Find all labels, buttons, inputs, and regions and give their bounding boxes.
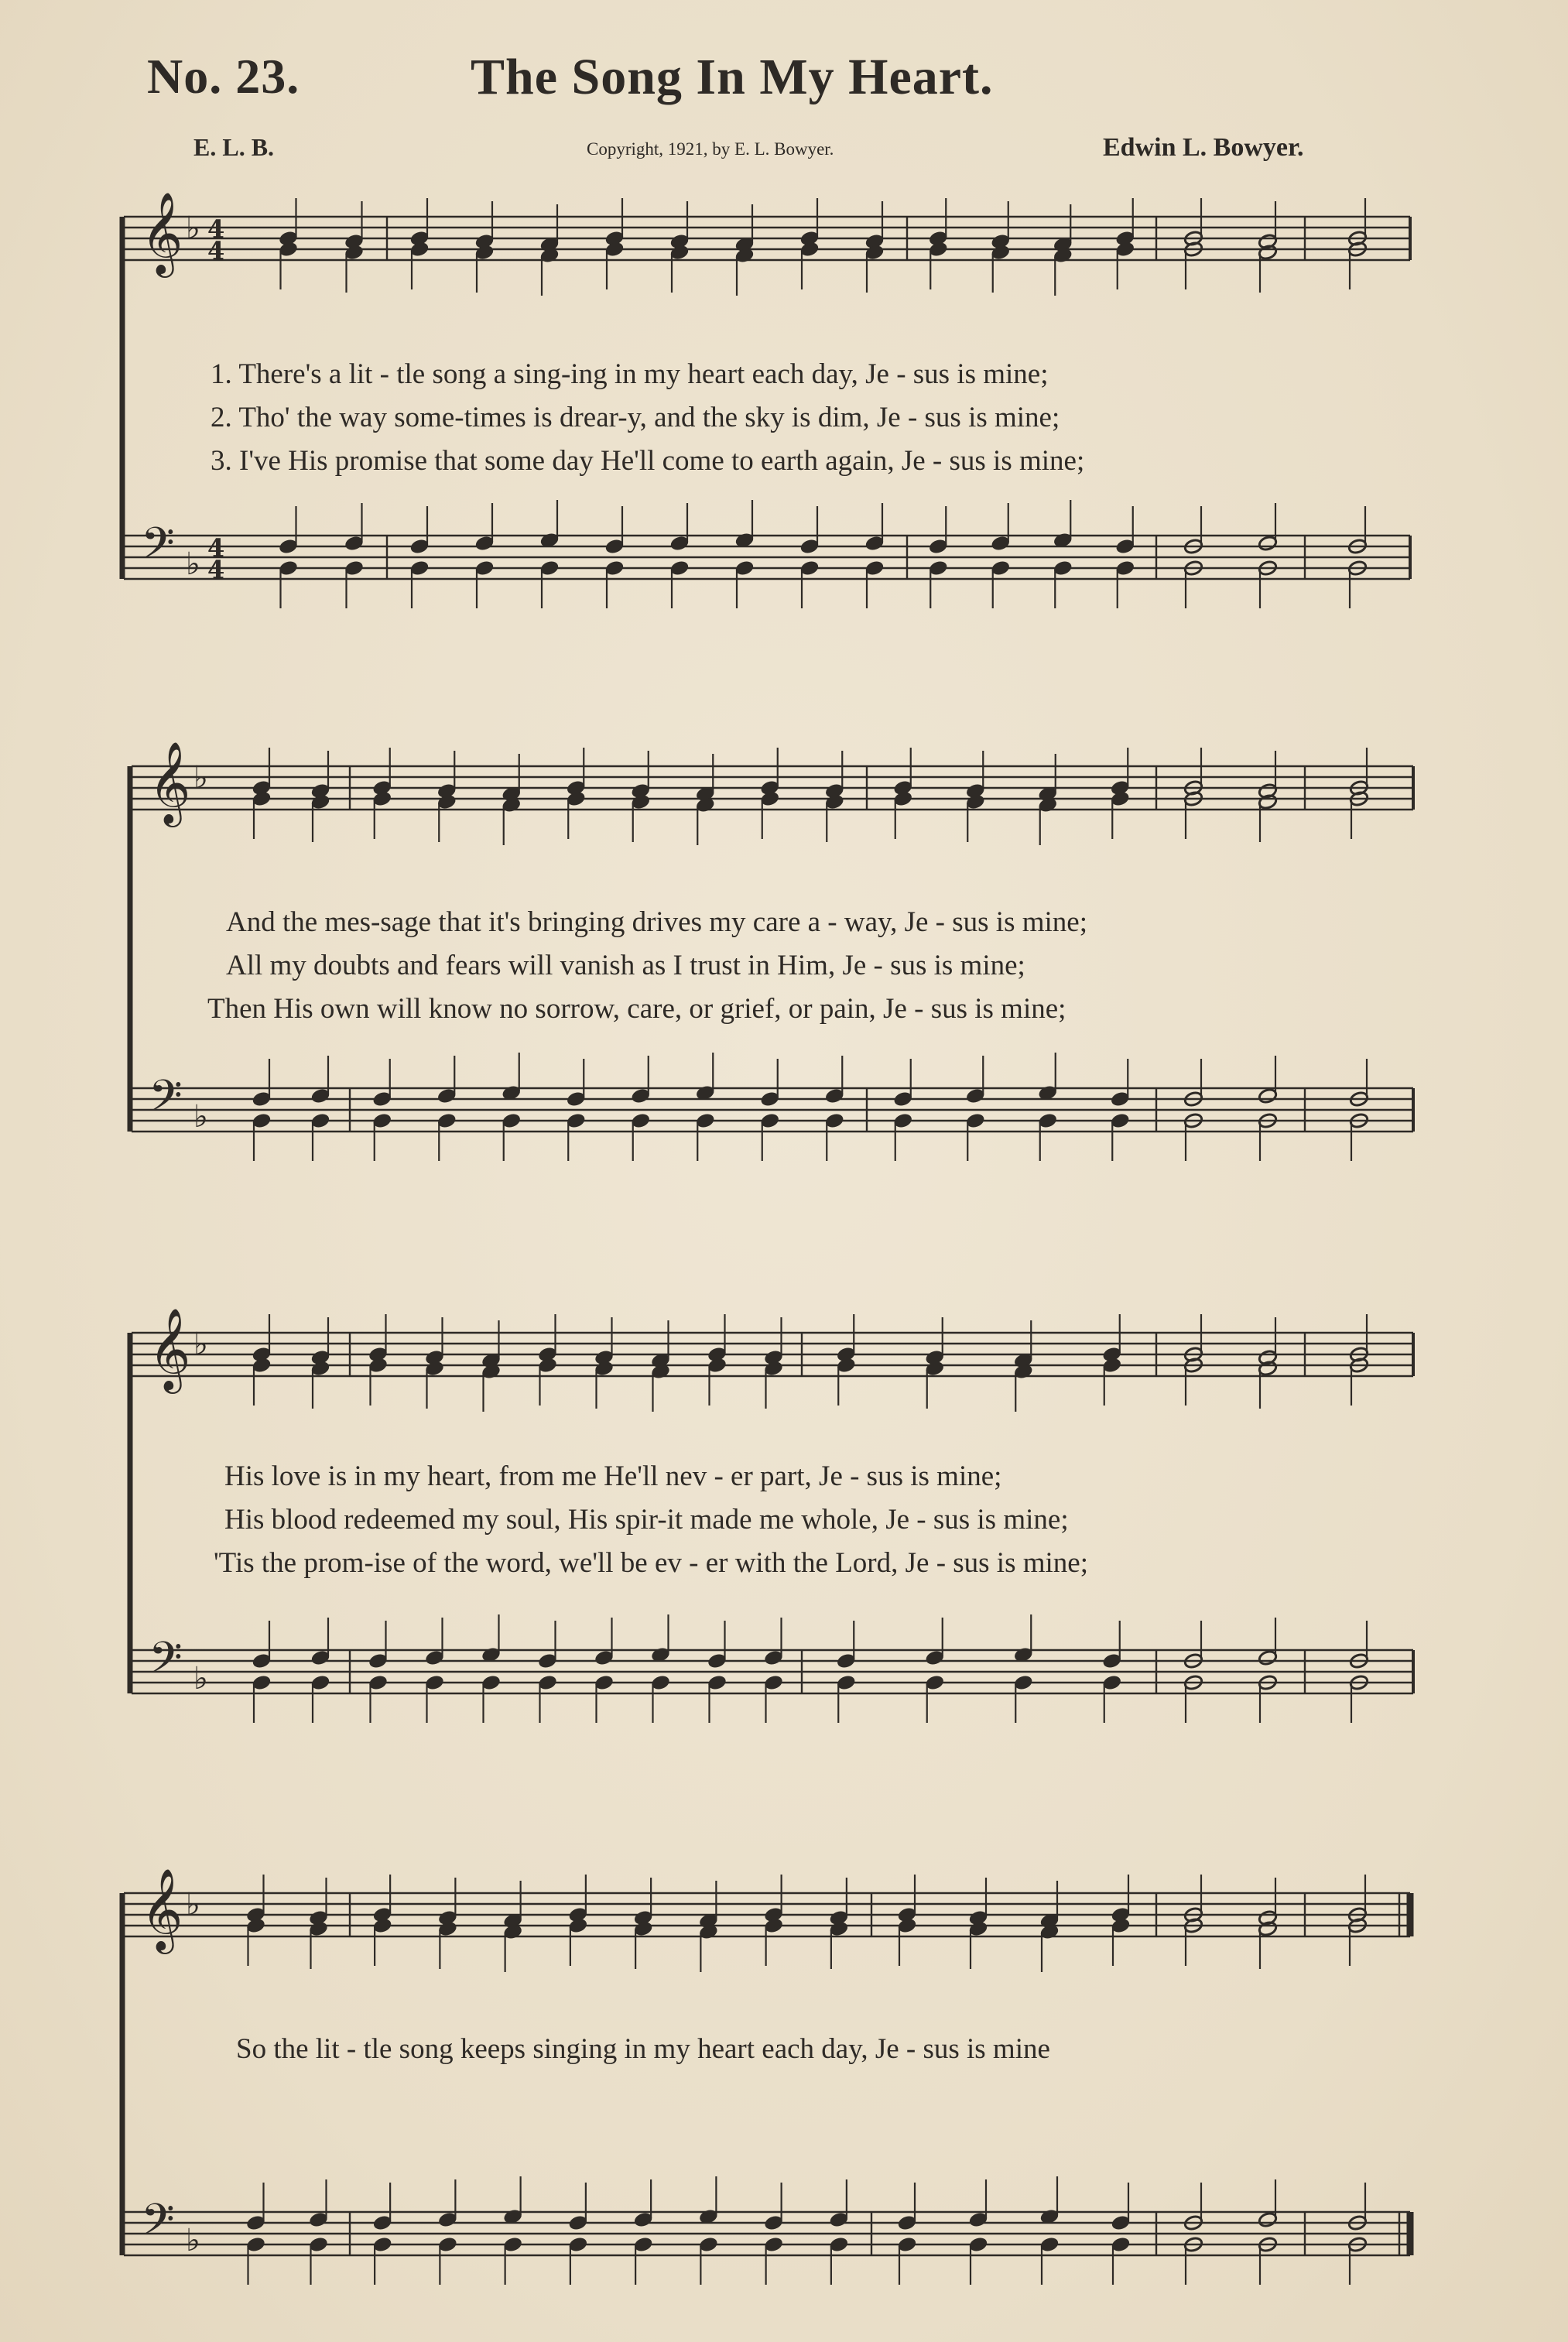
time-signature: 4 [207, 236, 225, 265]
lyric-line: Then His own will know no sorrow, care, or grief, or pain, Je - sus is mine; [207, 993, 1066, 1025]
flat-sign: ♭ [193, 1327, 208, 1362]
lyric-line: 2. Tho' the way some-times is drear-y, and the sky is dim, Je - sus is mine; [211, 402, 1060, 433]
time-signature: 4 [207, 533, 225, 563]
bass-clef: 𝄢 [141, 2195, 175, 2256]
bass-clef: 𝄢 [149, 1633, 183, 1694]
flat-sign: ♭ [186, 1887, 200, 1923]
lyric-line: And the mes-sage that it's bringing drives my care a - way, Je - sus is mine; [226, 906, 1087, 938]
lyric-line: 'Tis the prom-ise of the word, we'll be ev - er with the Lord, Je - sus is mine; [214, 1547, 1088, 1579]
treble-clef: 𝄞 [141, 1868, 183, 1950]
lyric-line: 1. There's a lit - tle song a sing-ing in my heart each day, Je - sus is mine; [211, 358, 1049, 390]
treble-clef: 𝄞 [149, 1307, 191, 1390]
lyric-line: 3. I've His promise that some day He'll come to earth again, Je - sus is mine; [211, 445, 1085, 477]
flat-sign: ♭ [193, 1099, 208, 1135]
copyright-notice: Copyright, 1921, by E. L. Bowyer. [587, 139, 834, 159]
lyric-line: His love is in my heart, from me He'll nev - er part, Je - sus is mine; [224, 1460, 1002, 1492]
flat-sign: ♭ [193, 760, 208, 796]
treble-clef: 𝄞 [149, 741, 191, 823]
lyric-line: His blood redeemed my soul, His spir-it made me whole, Je - sus is mine; [224, 1504, 1069, 1536]
time-signature: 4 [207, 214, 225, 244]
composer-name: Edwin L. Bowyer. [1103, 133, 1304, 162]
flat-sign: ♭ [186, 2223, 200, 2258]
lyric-line: All my doubts and fears will vanish as I trust in Him, Je - sus is mine; [226, 950, 1025, 981]
bass-clef: 𝄢 [141, 519, 175, 580]
hymn-number: No. 23. [147, 49, 300, 104]
flat-sign: ♭ [186, 211, 200, 246]
hymn-title: The Song In My Heart. [471, 49, 994, 105]
time-signature: 4 [207, 555, 225, 584]
treble-clef: 𝄞 [141, 191, 183, 274]
lyric-line: So the lit - tle song keeps singing in my heart each day, Je - sus is mine [236, 2033, 1050, 2065]
bass-clef: 𝄢 [149, 1071, 183, 1132]
flat-sign: ♭ [186, 546, 200, 582]
author-initials: E. L. B. [193, 133, 275, 161]
flat-sign: ♭ [193, 1661, 208, 1697]
